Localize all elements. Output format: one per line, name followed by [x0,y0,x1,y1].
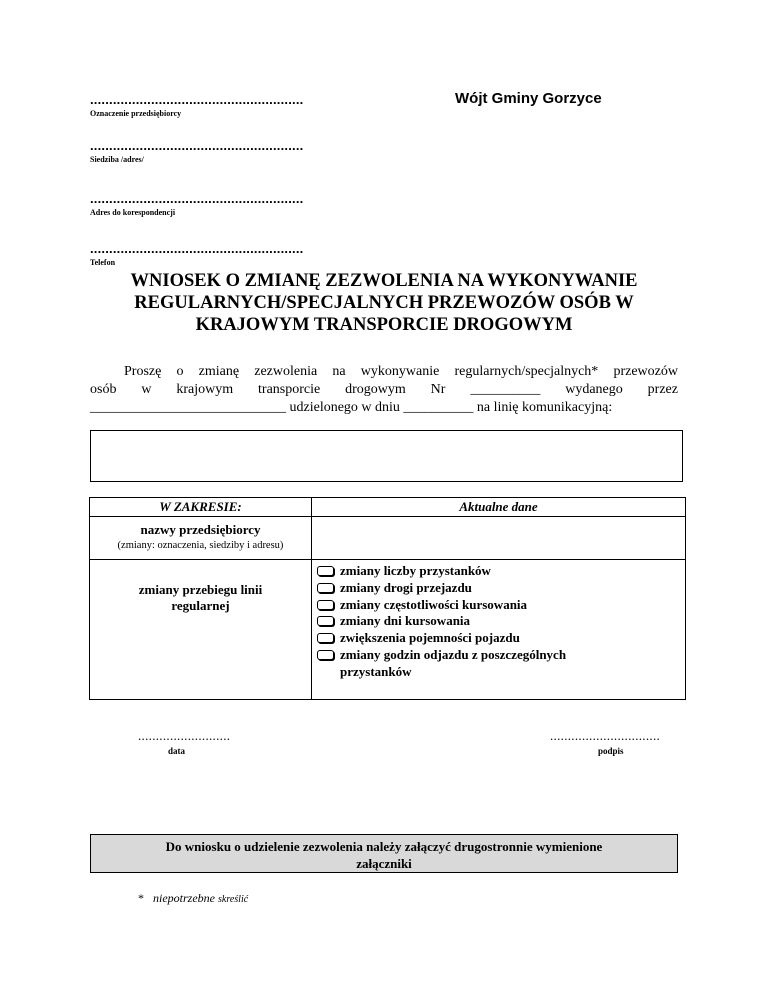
request-line [90,381,678,399]
date-dots: .......................... [138,728,231,743]
line-description-box[interactable] [90,430,683,482]
title-line: REGULARNYCH/SPECJALNYCH PRZEWOZÓW OSÓB W [134,293,634,313]
company-name-value[interactable] [312,517,686,560]
scope-table [89,497,686,700]
signature-dots: ............................... [550,728,661,743]
field-label: Telefon [90,258,116,267]
option-label: zmiany dni kursowania [340,613,471,629]
option-label: zmiany liczby przystanków [340,563,491,579]
word: osób [90,382,117,397]
document-title [90,270,678,336]
field-registered-office[interactable] [90,139,303,164]
row-label: nazwy przedsiębiorcy [140,522,261,537]
word: drogowym [345,382,406,397]
word: wydanego [565,382,623,397]
field-label: Siedziba /adres/ [90,155,144,164]
option-label: zmiany częstotliwości kursowania [340,596,528,612]
option-label: zmiany drogi przejazdu [340,580,472,596]
fill-line: ........................................................ [90,241,304,256]
signature-label: podpis [598,746,624,756]
row-sublabel: (zmiany: oznaczenia, siedziby i adresu) [117,540,284,551]
company-name-cell [90,517,312,560]
word: krajowym [176,382,234,397]
current-data-header: Aktualne dane [312,498,686,517]
option-label: zwiększenia pojemności pojazdu [340,630,520,646]
footnote [138,891,248,906]
date-label: data [168,746,186,756]
checkbox[interactable] [317,633,334,643]
route-change-options [312,560,686,700]
field-applicant-name[interactable] [90,93,303,118]
word: transporcie [258,382,321,397]
row-label: regularnej [171,598,230,613]
option-days[interactable] [317,613,685,630]
fill-line: ........................................................ [90,92,304,107]
request-paragraph [90,363,678,417]
field-correspondence-address[interactable] [90,192,303,217]
footnote-text: skreślić [218,894,249,905]
permit-number-blank[interactable]: __________ [470,382,541,397]
option-stops-count[interactable] [317,563,685,580]
checkbox[interactable] [317,616,334,626]
option-continuation: przystanków [340,664,412,680]
word: w [141,382,152,397]
field-label: Oznaczenie przedsiębiorcy [90,109,182,118]
fill-line: ........................................................ [90,138,304,153]
note-line: załączniki [356,856,412,871]
option-route[interactable] [317,580,685,597]
checkbox[interactable] [317,566,334,576]
checkbox[interactable] [317,650,334,660]
addressee-authority: Wójt Gminy Gorzyce [455,90,602,107]
fill-line: ........................................................ [90,191,304,206]
word: przez [647,382,678,397]
option-frequency[interactable] [317,596,685,613]
scope-header: W ZAKRESIE: [90,498,312,517]
option-capacity[interactable] [317,630,685,647]
option-label: zmiany godzin odjazdu z poszczególnych [340,646,567,662]
title-line: WNIOSEK O ZMIANĘ ZEZWOLENIA NA WYKONYWANIE [130,271,638,291]
field-phone[interactable] [90,242,303,267]
request-line: Proszę o zmianę zezwolenia na wykonywanie regularnych/specjalnych* przewozów [124,364,678,379]
route-change-cell [90,560,312,700]
option-departure-times[interactable] [317,646,685,663]
note-line: Do wniosku o udzielenie zezwolenia należy załączyć drugostronnie wymienione [165,839,603,854]
title-line: KRAJOWYM TRANSPORCIE DROGOWYM [195,315,573,335]
field-label: Adres do korespondencji [90,208,176,217]
checkbox[interactable] [317,583,334,593]
request-line: ____________________________ udzielonego w dniu __________ na linię komunikacyjną: [90,400,613,415]
footnote-marker: * [138,891,144,905]
footnote-text: niepotrzebne [153,891,215,905]
row-label: zmiany przebiegu linii [138,582,263,597]
word: Nr [430,382,446,397]
checkbox[interactable] [317,600,334,610]
date-field[interactable] [138,728,230,756]
signature-field[interactable] [550,728,660,756]
attachments-note [90,834,678,873]
